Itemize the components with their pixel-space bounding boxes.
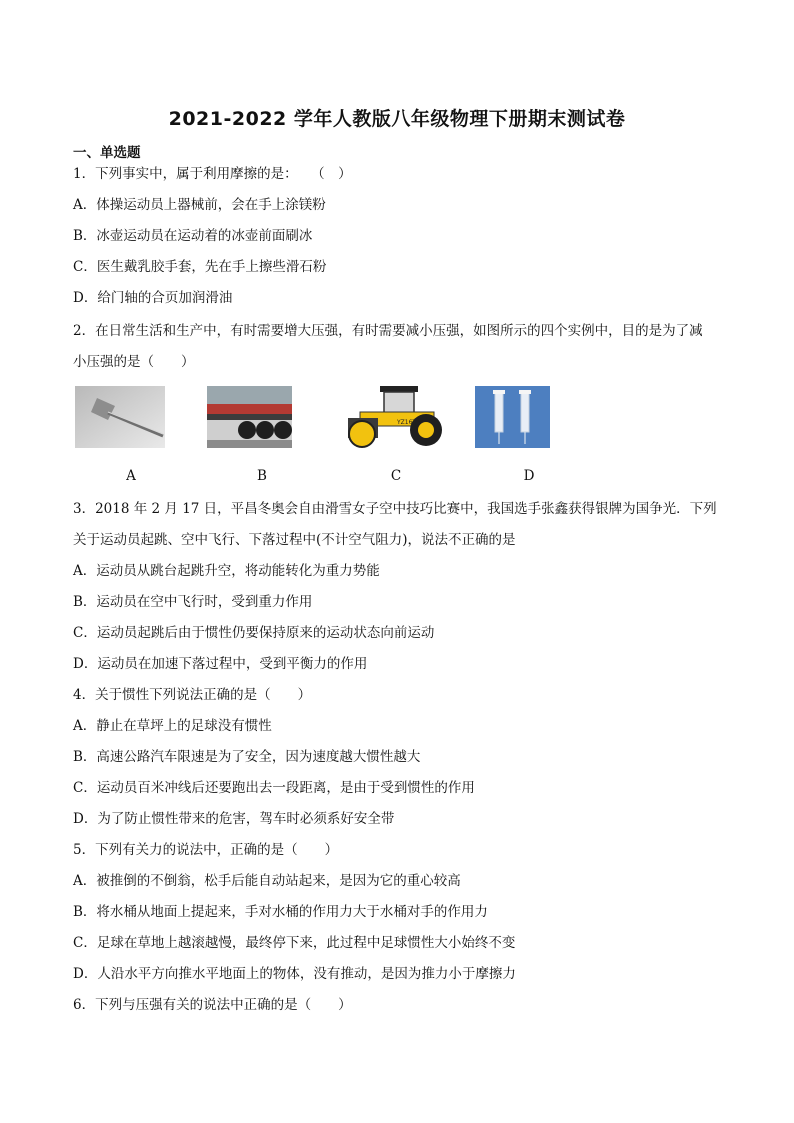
page-title: 2021-2022 学年人教版八年级物理下册期末测试卷 xyxy=(168,108,626,130)
figure-caption-a: A xyxy=(126,468,136,484)
question-1-stem: 1．下列事实中，属于利用摩擦的是： （ ） xyxy=(73,166,352,182)
figure-caption-c: C xyxy=(390,468,402,484)
question-5-stem: 5．下列有关力的说法中，正确的是（ ） xyxy=(73,842,339,858)
question-3-stem-cont: 关于运动员起跳、空中飞行、下落过程中(不计空气阻力)，说法不正确的是 xyxy=(73,532,516,548)
question-6-stem: 6．下列与压强有关的说法中正确的是（ ） xyxy=(73,997,352,1013)
question-2-stem-cont: 小压强的是（ ） xyxy=(73,354,195,370)
roller-model-label: YZ16T xyxy=(397,419,417,426)
figure-caption-d: D xyxy=(523,468,535,484)
question-1-option-d: D．给门轴的合页加润滑油 xyxy=(73,290,233,306)
question-4-stem: 4．关于惯性下列说法正确的是（ ） xyxy=(73,687,312,703)
question-1-option-a: A．体操运动员上器械前，会在手上涂镁粉 xyxy=(73,197,326,213)
question-3-option-a: A．运动员从跳台起跳升空，将动能转化为重力势能 xyxy=(73,563,380,579)
question-5-option-c: C．足球在草地上越滚越慢，最终停下来，此过程中足球惯性大小始终不变 xyxy=(73,935,516,951)
question-1-option-b: B．冰壶运动员在运动着的冰壶前面刷冰 xyxy=(73,228,313,244)
question-4-option-a: A．静止在草坪上的足球没有惯性 xyxy=(73,718,272,734)
figure-a-pushpin-image xyxy=(75,386,165,448)
question-4-option-b: B．高速公路汽车限速是为了安全，因为速度越大惯性越大 xyxy=(73,749,421,765)
question-5-option-a: A．被推倒的不倒翁，松手后能自动站起来，是因为它的重心较高 xyxy=(73,873,461,889)
figure-b-trailer-image xyxy=(207,386,292,448)
question-1-option-c: C．医生戴乳胶手套，先在手上擦些滑石粉 xyxy=(73,259,327,275)
figure-c-road-roller-image xyxy=(340,382,450,448)
question-5-option-d: D．人沿水平方向推水平地面上的物体，没有推动，是因为推力小于摩擦力 xyxy=(73,966,516,982)
question-5-option-b: B．将水桶从地面上提起来，手对水桶的作用力大于水桶对手的作用力 xyxy=(73,904,488,920)
figure-caption-b: B xyxy=(257,468,267,484)
question-2-stem: 2．在日常生活和生产中，有时需要增大压强，有时需要减小压强，如图所示的四个实例中，目的是为了减 xyxy=(73,323,703,339)
question-4-option-d: D．为了防止惯性带来的危害，驾车时必须系好安全带 xyxy=(73,811,395,827)
question-3-option-d: D．运动员在加速下落过程中，受到平衡力的作用 xyxy=(73,656,368,672)
question-3-option-b: B．运动员在空中飞行时，受到重力作用 xyxy=(73,594,313,610)
figure-d-syringes-image xyxy=(475,386,550,448)
question-3-stem: 3．2018 年 2 月 17 日，平昌冬奥会自由滑雪女子空中技巧比赛中，我国选手张鑫获得银牌为国争光．下列 xyxy=(73,501,717,517)
question-3-option-c: C．运动员起跳后由于惯性仍要保持原来的运动状态向前运动 xyxy=(73,625,435,641)
section-heading: 一、单选题 xyxy=(73,145,141,161)
question-4-option-c: C．运动员百米冲线后还要跑出去一段距离，是由于受到惯性的作用 xyxy=(73,780,475,796)
